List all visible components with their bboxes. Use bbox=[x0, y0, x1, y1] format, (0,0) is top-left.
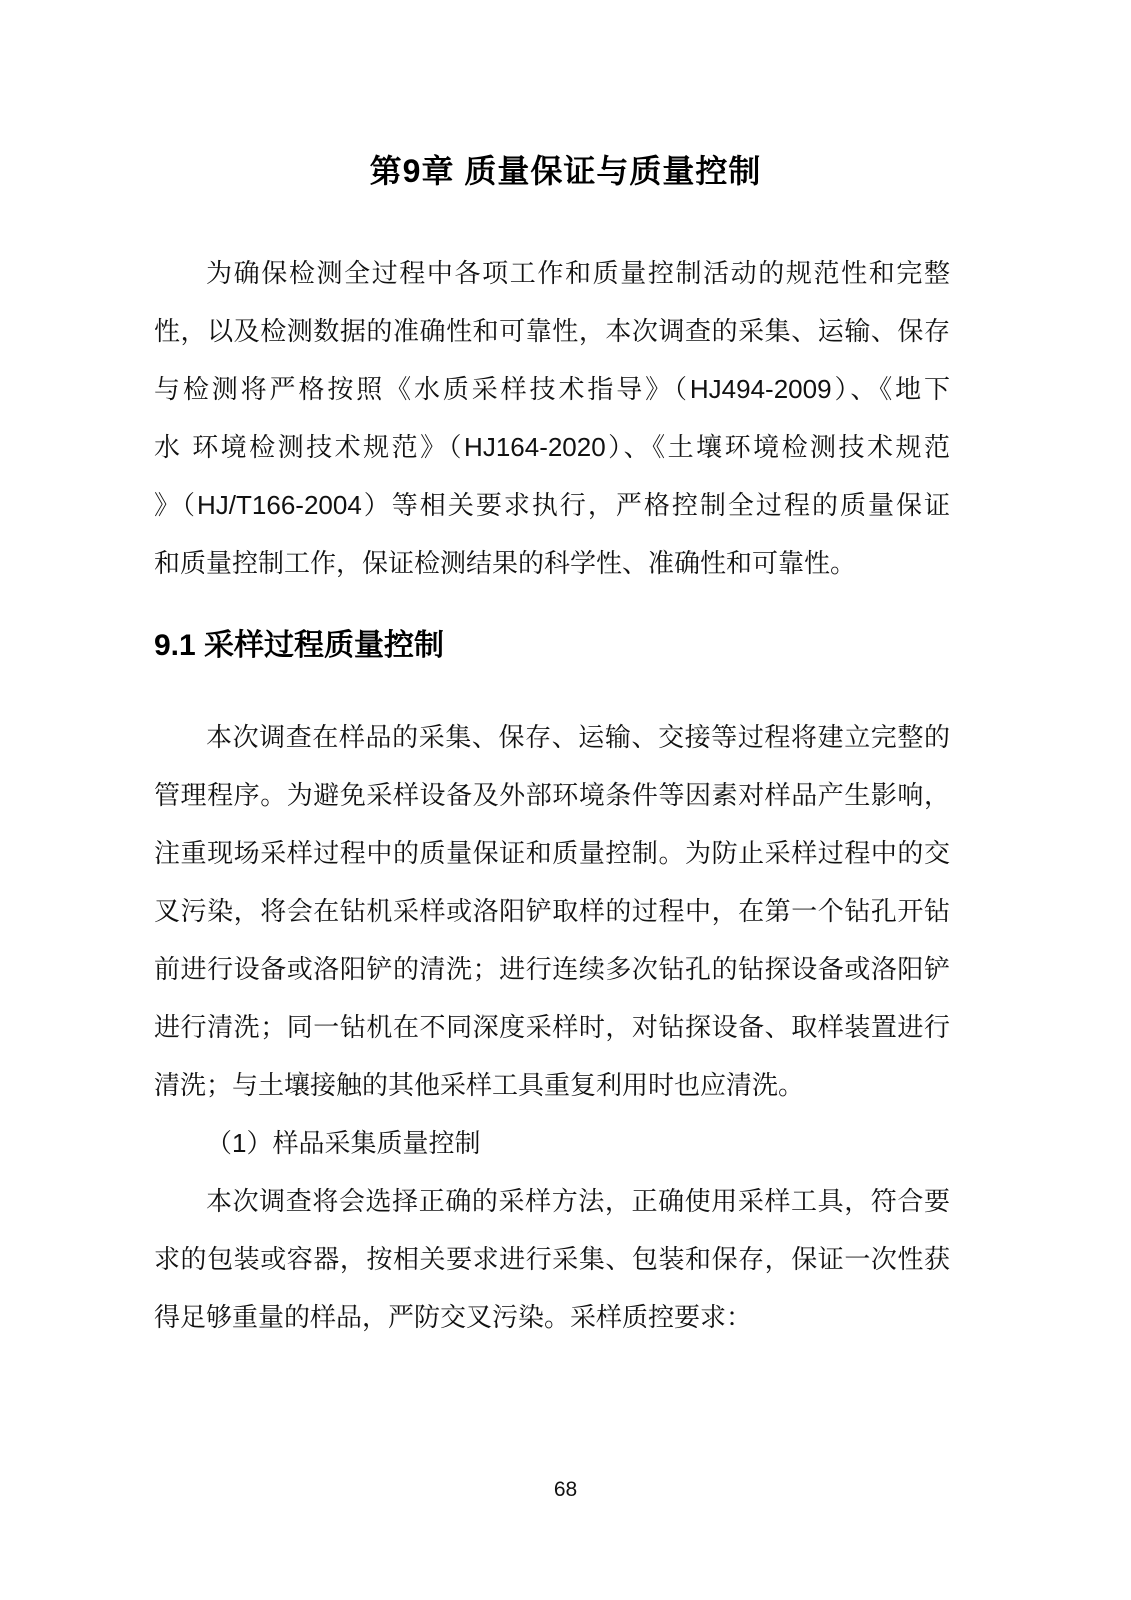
text-line: 求的包装或容器，按相关要求进行采集、包装和保存，保证一次性获 bbox=[154, 1244, 950, 1274]
text-line: 与检测将严格按照《水质采样技术指导》（HJ494-2009）、《地下 bbox=[154, 374, 950, 404]
text-line: 》（HJ/T166-2004）等相关要求执行，严格控制全过程的质量保证 bbox=[154, 490, 950, 520]
paragraph-sampling-qc bbox=[154, 1172, 950, 1346]
section-body bbox=[154, 708, 950, 1346]
paragraph-sampling-process bbox=[154, 708, 950, 1114]
intro-paragraph bbox=[154, 244, 950, 592]
paragraph-item-1 bbox=[154, 1114, 950, 1172]
text-line: 水 环境检测技术规范》（HJ164-2020）、《土壤环境检测技术规范 bbox=[154, 432, 950, 462]
text-line: 性，以及检测数据的准确性和可靠性，本次调查的采集、运输、保存 bbox=[154, 316, 950, 346]
text-line: 清洗；与土壤接触的其他采样工具重复利用时也应清洗。 bbox=[154, 1070, 805, 1100]
text-line: 和质量控制工作，保证检测结果的科学性、准确性和可靠性。 bbox=[154, 548, 857, 578]
text-line: 前进行设备或洛阳铲的清洗；进行连续多次钻孔的钻探设备或洛阳铲 bbox=[154, 954, 950, 984]
page-number: 68 bbox=[553, 1478, 578, 1501]
text-line: 管理程序。为避免采样设备及外部环境条件等因素对样品产生影响， bbox=[154, 780, 950, 810]
text-line: 得足够重量的样品，严防交叉污染。采样质控要求： bbox=[154, 1302, 753, 1332]
text-line: 叉污染，将会在钻机采样或洛阳铲取样的过程中，在第一个钻孔开钻 bbox=[154, 896, 950, 926]
chapter-title: 第9章 质量保证与质量控制 bbox=[369, 153, 762, 189]
text-line: 注重现场采样过程中的质量保证和质量控制。为防止采样过程中的交 bbox=[154, 838, 950, 868]
section-title: 9.1 采样过程质量控制 bbox=[154, 629, 445, 662]
text-line: 本次调查将会选择正确的采样方法，正确使用采样工具，符合要 bbox=[206, 1186, 950, 1216]
text-line: 进行清洗；同一钻机在不同深度采样时，对钻探设备、取样装置进行 bbox=[154, 1012, 950, 1042]
text-line: 为确保检测全过程中各项工作和质量控制活动的规范性和完整 bbox=[206, 258, 950, 288]
text-line: （1）样品采集质量控制 bbox=[206, 1128, 481, 1158]
text-line: 本次调查在样品的采集、保存、运输、交接等过程将建立完整的 bbox=[206, 722, 950, 752]
